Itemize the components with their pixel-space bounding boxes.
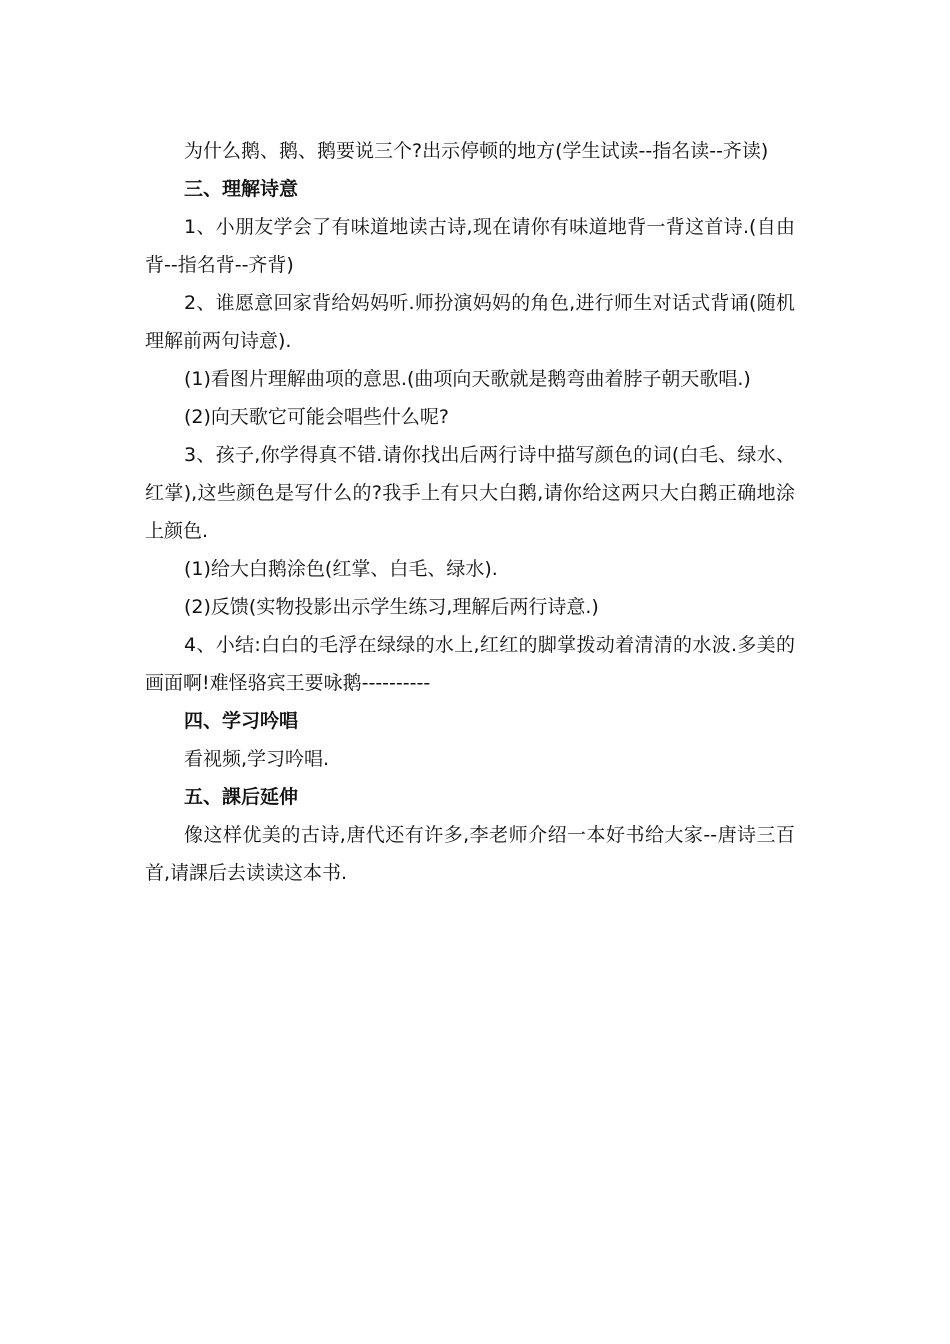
- paragraph-pause-reading: 为什么鹅、鹅、鹅要说三个?出示停顿的地方(学生试读--指名读--齐读): [184, 140, 769, 162]
- paragraph-color-words: 3、孩子,你学得真不错.请你找出后两行诗中描写颜色的词(白毛、绿水、红掌),这些颜色是写什么的?我手上有只大白鹅,请你给这两只大白鹅正确地涂上颜色.: [145, 444, 795, 542]
- paragraph-watch-video: 看视频,学习吟唱.: [184, 748, 330, 770]
- section-heading-learn-chanting: 四、学习吟唱: [184, 710, 299, 732]
- section-heading-understand-poem: 三、理解诗意: [184, 178, 299, 200]
- section-heading-after-class: 五、課后延伸: [184, 786, 299, 808]
- paragraph-dialogue-recitation: 2、谁愿意回家背给妈妈听.师扮演妈妈的角色,进行师生对话式背诵(随机理解前两句诗意).: [145, 292, 795, 352]
- paragraph-book-recommendation: 像这样优美的古诗,唐代还有许多,李老师介绍一本好书给大家--唐诗三百首,请課后去读读这本书.: [145, 824, 795, 884]
- paragraph-picture-meaning: (1)看图片理解曲项的意思.(曲项向天歌就是鹅弯曲着脖子朝天歌唱.): [184, 368, 751, 390]
- paragraph-feedback: (2)反馈(实物投影出示学生练习,理解后两行诗意.): [184, 596, 599, 618]
- paragraph-sing-question: (2)向天歌它可能会唱些什么呢?: [184, 406, 449, 428]
- paragraph-summary: 4、小结:白白的毛浮在绿绿的水上,红红的脚掌拨动着清清的水波.多美的画面啊!难怪骆宾王要咏鹅----------: [145, 634, 795, 694]
- paragraph-coloring-goose: (1)给大白鹅涂色(红掌、白毛、绿水).: [184, 558, 498, 580]
- paragraph-recite-poem: 1、小朋友学会了有味道地读古诗,现在请你有味道地背一背这首诗.(自由背--指名背--齐背): [145, 216, 795, 276]
- document-body: [145, 132, 795, 892]
